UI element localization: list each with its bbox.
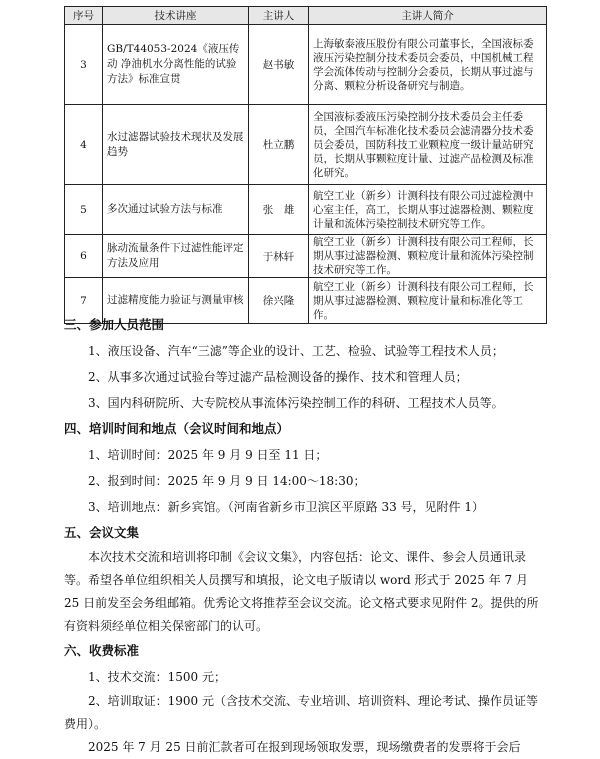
row-speaker: 赵书敏	[249, 25, 309, 105]
row-topic: 过滤精度能力验证与测量审核	[103, 278, 249, 324]
time-place-item: 1、培训时间：2025 年 9 月 9 日至 11 日；	[88, 448, 328, 462]
row-speaker: 张 雄	[249, 185, 309, 235]
section-title-proceedings: 五、会议文集	[64, 525, 140, 540]
table-row	[65, 185, 547, 235]
header-lecture: 技术讲座	[103, 7, 249, 25]
header-speaker: 主讲人	[249, 7, 309, 25]
participant-item: 1、液压设备、汽车“三滤”等企业的设计、工艺、检验、试验等工程技术人员；	[88, 344, 504, 358]
row-number: 5	[65, 185, 103, 235]
lecture-table	[64, 6, 547, 324]
proceedings-paragraph: 本次技术交流和培训将印制《会议文集》，内容包括：论文、课件、参会人员通讯录等。希望各单位组织相关人员撰写和填报，论文电子版请以 word 形式于 2025 年 7 月 25 日前发至会务组邮箱。优秀论文将推荐至会议交流。论文格式要求见附件 2。提供的所有资料须经单位相关保密部门的认可。	[64, 550, 539, 633]
section-title-fees: 六、收费标准	[64, 643, 140, 658]
table-row	[65, 105, 547, 185]
row-topic: 多次通过试验方法与标准	[103, 185, 249, 235]
row-topic: GB/T44053-2024《液压传动 净油机水分离性能的试验方法》标准宣贯	[103, 25, 249, 105]
participant-item: 3、国内科研院所、大专院校从事流体污染控制工作的科研、工程技术人员等。	[88, 396, 504, 410]
row-topic: 水过滤器试验技术现状及发展趋势	[103, 105, 249, 185]
row-speaker: 于林轩	[249, 235, 309, 278]
invoice-paragraph: 2025 年 7 月 25 日前汇款者可在报到现场领取发票，现场缴费者的发票将于会后	[88, 740, 521, 754]
row-bio: 航空工业（新乡）计测科技有限公司过滤检测中心室主任，高工，长期从事过滤器检测、颗粒度计量和流体污染控制技术研究等工作。	[309, 185, 547, 235]
row-topic: 脉动流量条件下过滤性能评定方法及应用	[103, 235, 249, 278]
row-bio: 航空工业（新乡）计测科技有限公司工程师，长期从事过滤器检测、颗粒度计量和流体污染控制技术研究等工作。	[309, 235, 547, 278]
table-header-row	[65, 7, 547, 25]
time-place-item: 2、报到时间：2025 年 9 月 9 日 14:00～18:30；	[88, 474, 366, 488]
row-bio: 上海敏泰液压股份有限公司董事长，全国液标委液压污染控制分技术委员会委员，中国机械工程学会流体传动与控制分会委员，长期从事过滤与分离、颗粒分析设备研究与制造。	[309, 25, 547, 105]
row-bio: 全国液标委液压污染控制分技术委员会主任委员，全国汽车标准化技术委员会滤清器分技术委员会委员，国防科技工业颗粒度一级计量站研究员，长期从事颗粒度计量、过滤产品检测及标准化研究。	[309, 105, 547, 185]
row-speaker: 杜立鹏	[249, 105, 309, 185]
fee-item: 2、培训取证：1900 元（含技术交流、专业培训、培训资料、理论考试、操作员证等费用）。	[64, 694, 538, 731]
table-row	[65, 25, 547, 105]
row-number: 3	[65, 25, 103, 105]
row-number: 7	[65, 278, 103, 324]
row-speaker: 徐兴隆	[249, 278, 309, 324]
fee-item: 1、技术交流：1500 元；	[88, 670, 226, 684]
row-bio: 航空工业（新乡）计测科技有限公司工程师，长期从事过滤器检测、颗粒度计量和标准化等工作。	[309, 278, 547, 324]
time-place-item: 3、培训地点：新乡宾馆。（河南省新乡市卫滨区平原路 33 号，见附件 1）	[88, 500, 484, 514]
document-body	[64, 312, 546, 759]
row-number: 4	[65, 105, 103, 185]
header-number: 序号	[65, 7, 103, 25]
table-row	[65, 235, 547, 278]
section-title-time-place: 四、培训时间和地点（会议时间和地点）	[64, 421, 290, 436]
section-title-participants: 三、参加人员范围	[64, 317, 165, 332]
header-speaker-bio: 主讲人简介	[309, 7, 547, 25]
row-number: 6	[65, 235, 103, 278]
participant-item: 2、从事多次通过试验台等过滤产品检测设备的操作、技术和管理人员；	[88, 370, 468, 384]
